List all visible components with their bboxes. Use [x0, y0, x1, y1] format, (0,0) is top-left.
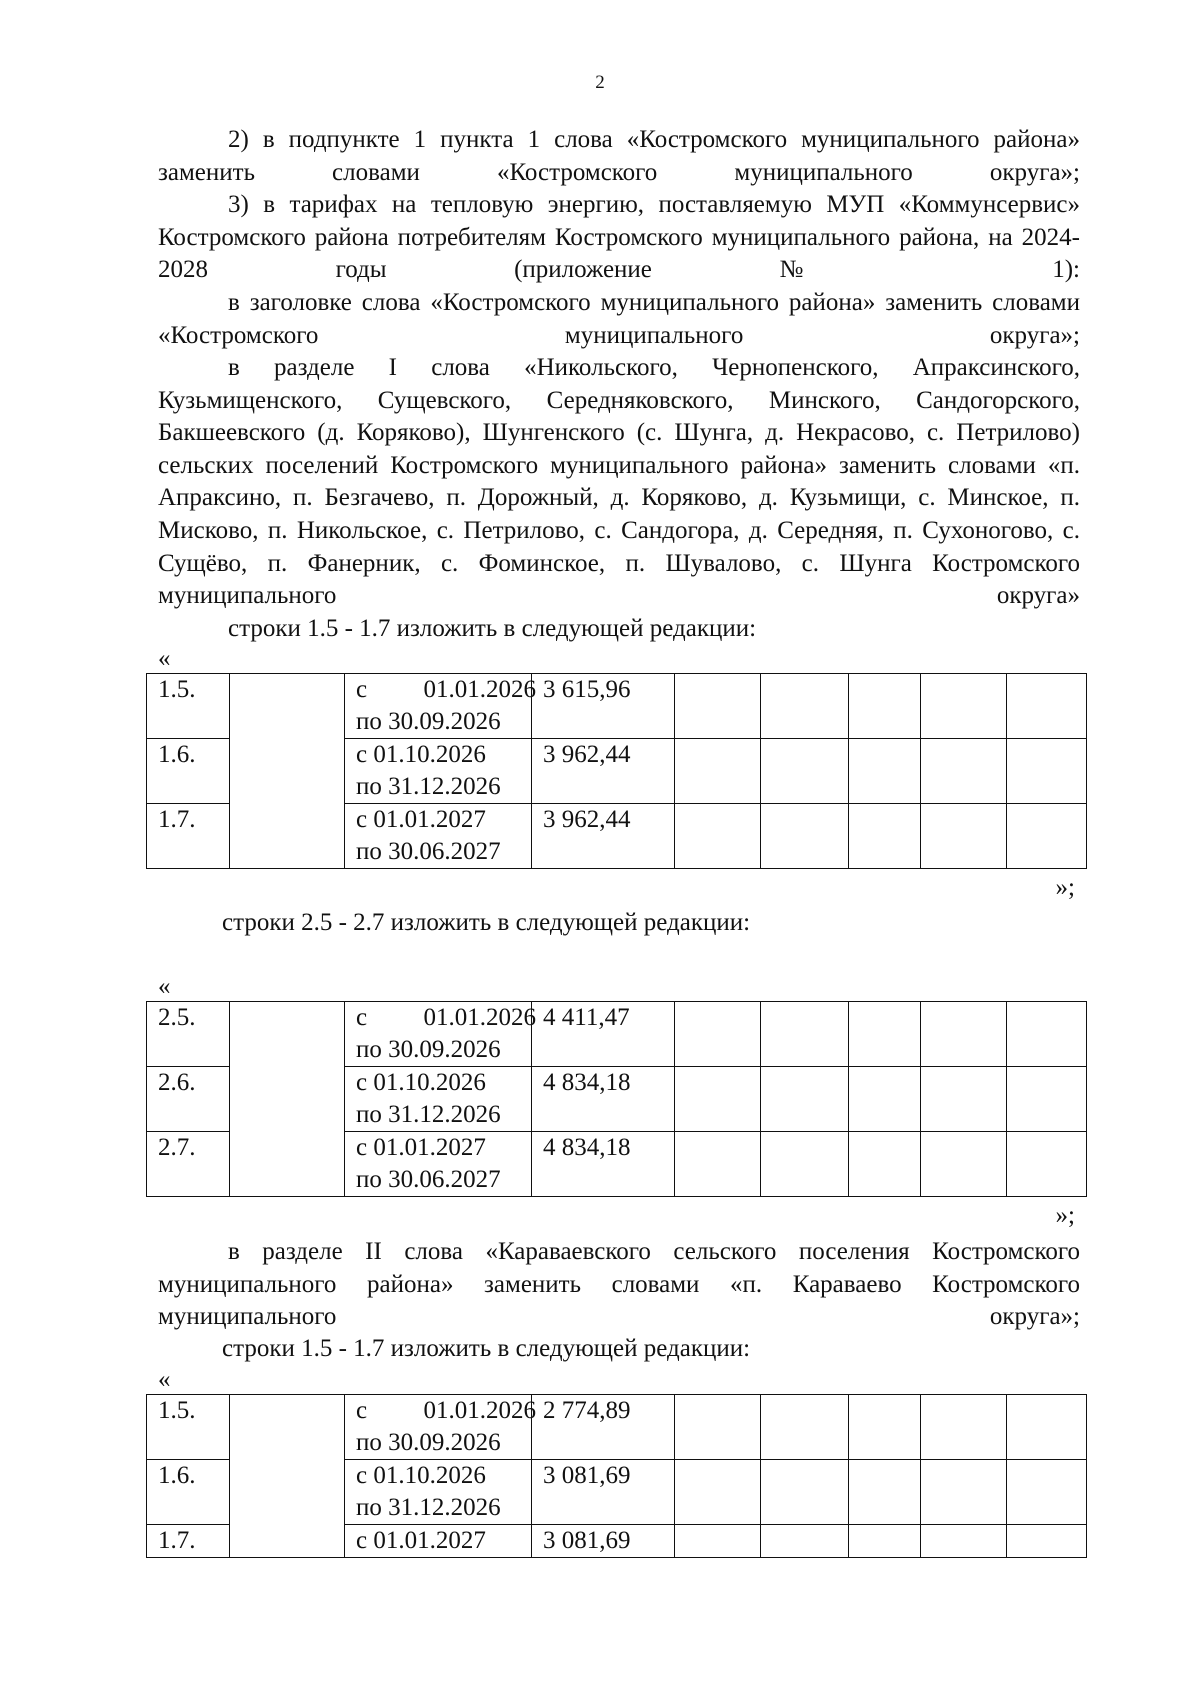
- quote-open: «: [158, 645, 171, 672]
- table-row: [147, 1002, 1087, 1067]
- empty-cell: [230, 674, 345, 869]
- period-cell: с 01.10.2026 по 31.12.2026: [345, 1067, 532, 1132]
- paragraph-rows-1-intro: строки 1.5 - 1.7 изложить в следующей редакции:: [228, 615, 757, 642]
- quote-open: «: [158, 1366, 171, 1393]
- tariff-value: 4 411,47: [532, 1002, 675, 1067]
- row-number: 2.7.: [147, 1132, 230, 1197]
- period-cell: с 01.01.2027: [345, 1525, 532, 1558]
- tariff-table-3: [146, 1394, 1087, 1558]
- table-row: [147, 674, 1087, 739]
- row-number: 2.6.: [147, 1067, 230, 1132]
- row-number: 2.5.: [147, 1002, 230, 1067]
- row-number: 1.6.: [147, 739, 230, 804]
- row-number: 1.5.: [147, 1395, 230, 1460]
- tariff-value: 3 962,44: [532, 739, 675, 804]
- tariff-value: 3 962,44: [532, 804, 675, 869]
- quote-close: »;: [1055, 874, 1075, 901]
- period-cell: с 01.01.2026 по 30.09.2026: [345, 674, 532, 739]
- tariff-value: 3 615,96: [532, 674, 675, 739]
- period-cell: с 01.10.2026 по 31.12.2026: [345, 1460, 532, 1525]
- period-cell: с 01.01.2027 по 30.06.2027: [345, 804, 532, 869]
- empty-cell: [230, 1395, 345, 1558]
- table-row: [147, 1395, 1087, 1460]
- tariff-value: 4 834,18: [532, 1067, 675, 1132]
- tariff-table-1: [146, 673, 1087, 869]
- paragraph-section-2-change: в разделе II слова «Караваевского сельского поселения Костромского муниципального района» заменить словами «п. Караваево Костромского муниципального округа»;: [158, 1238, 1080, 1331]
- period-cell: с 01.01.2027 по 30.06.2027: [345, 1132, 532, 1197]
- quote-close: »;: [1055, 1202, 1075, 1229]
- row-number: 1.7.: [147, 804, 230, 869]
- row-number: 1.6.: [147, 1460, 230, 1525]
- tariff-value: 3 081,69: [532, 1460, 675, 1525]
- period-cell: с 01.10.2026 по 31.12.2026: [345, 739, 532, 804]
- tariff-value: 2 774,89: [532, 1395, 675, 1460]
- page-number: 2: [595, 72, 605, 93]
- row-number: 1.5.: [147, 674, 230, 739]
- tariff-value: 4 834,18: [532, 1132, 675, 1197]
- paragraph-item-2: 2) в подпункте 1 пункта 1 слова «Костромского муниципального района» заменить словами «Костромского муниципального округа»;: [158, 126, 1080, 186]
- paragraph-heading-change: в заголовке слова «Костромского муниципального района» заменить словами «Костромского муниципального округа»;: [158, 289, 1080, 349]
- paragraph-section-1-change: в разделе I слова «Никольского, Чернопенского, Апраксинского, Кузьмищенского, Сущевского, Середняковского, Минского, Сандогорского, Бакшеевского (д. Коряково), Шунгенского (с. Шунга, д. Некрасово, с. Петрилово) сельских поселений Костромского муниципального района» заменить словами «п. Апраксино, п. Безгачево, п. Дорожный, д. Коряково, д. Кузьмищи, с. Минское, п. Мисково, п. Никольское, с. Петрилово, с. Сандогора, д. Середняя, п. Сухоногово, с. Сущёво, п. Фанерник, с. Фоминское, п. Шувалово, с. Шунга Костромского муниципального округа»: [158, 354, 1080, 610]
- tariff-value: 3 081,69: [532, 1525, 675, 1558]
- quote-open: «: [158, 973, 171, 1000]
- period-cell: с 01.01.2026 по 30.09.2026: [345, 1002, 532, 1067]
- empty-cell: [230, 1002, 345, 1197]
- period-cell: с 01.01.2026 по 30.09.2026: [345, 1395, 532, 1460]
- row-number: 1.7.: [147, 1525, 230, 1558]
- paragraph-rows-2-intro: строки 2.5 - 2.7 изложить в следующей редакции:: [222, 909, 751, 936]
- paragraph-rows-3-intro: строки 1.5 - 1.7 изложить в следующей редакции:: [222, 1335, 751, 1362]
- paragraph-item-3: 3) в тарифах на тепловую энергию, поставляемую МУП «Коммунсервис» Костромского района потребителям Костромского муниципального района, на 2024-2028 годы (приложение № 1):: [158, 191, 1080, 284]
- tariff-table-2: [146, 1001, 1087, 1197]
